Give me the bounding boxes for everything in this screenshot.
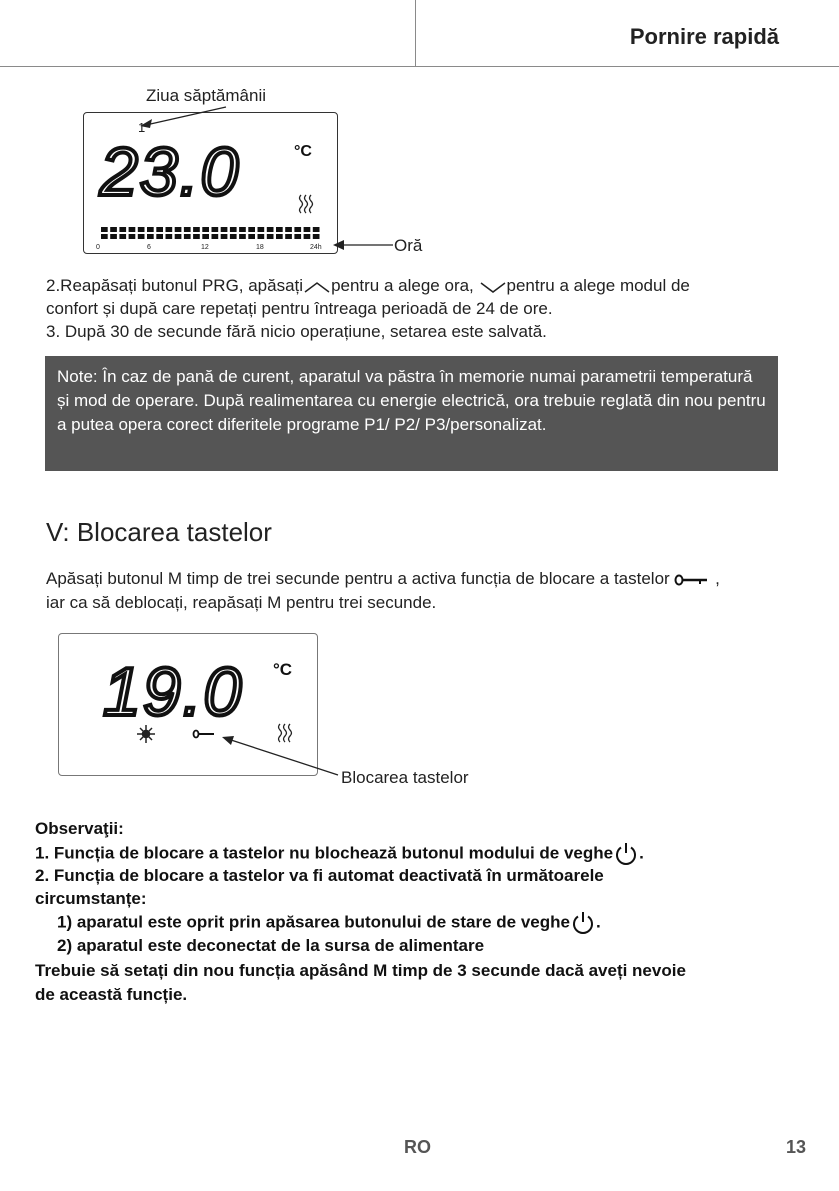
hour-segment: [156, 234, 163, 239]
note-box: Note: În caz de pană de curent, aparatul va păstra în memorie numai parametrii temperatură și mod de operare. După realimentarea cu energie electrică, ora trebuie reglată din nou pentru a putea opera corect diferitele programe P1/ P2/ P3/personalizat.: [45, 356, 778, 471]
observations-heading: Observaţii:: [35, 819, 124, 838]
hour-segment: [193, 234, 200, 239]
heat-wave-icon: [300, 195, 313, 213]
hour-segment: [230, 234, 237, 239]
key-lock-label: Blocarea tastelor: [341, 768, 469, 787]
hour-segment: [147, 227, 154, 232]
observation-final-line-1: Trebuie să setați din nou funcția apăsând M timp de 3 secunde dacă aveți nevoie: [35, 961, 686, 980]
hour-label: Oră: [394, 236, 423, 255]
observation-1-text: 1. Funcția de blocare a tastelor nu blochează butonul modului de veghe: [35, 843, 614, 863]
observation-sub-1-text: 1) aparatul este oprit prin apăsarea butonului de stare de veghe: [57, 912, 570, 932]
hour-segment: [248, 234, 255, 239]
hour-segment: [285, 234, 292, 239]
hour-segment: [267, 227, 274, 232]
hour-tick: 6: [147, 244, 151, 251]
page-title: Pornire rapidă: [629, 24, 779, 49]
step-2-text-b: pentru a alege ora,: [331, 276, 474, 295]
hour-segment: [101, 227, 108, 232]
day-of-week-label: Ziua săptămânii: [146, 86, 267, 105]
hour-segment: [313, 227, 320, 232]
hour-segment: [156, 227, 163, 232]
hour-segment: [267, 234, 274, 239]
observation-1-end: .: [639, 843, 644, 863]
observation-final-line-2: de această funcție.: [35, 985, 188, 1004]
hour-segment: [304, 234, 311, 239]
lcd-figure-1-overlay: [0, 0, 839, 270]
observation-2-line-1: 2. Funcția de blocare a tastelor va fi automat deactivată în următoarele: [35, 866, 604, 885]
step-2-line-2: confort și după care repetați pentru întreaga perioadă de 24 de ore.: [46, 299, 553, 318]
chevron-up-icon: [303, 280, 331, 294]
footer-language: RO: [404, 1137, 431, 1157]
heat-wave-icon: [279, 724, 292, 742]
power-icon: [570, 910, 596, 936]
hour-segment: [129, 227, 136, 232]
hour-segment: [202, 234, 209, 239]
day-digit: 1: [138, 120, 146, 135]
hour-segment: [258, 227, 265, 232]
key-lock-paragraph-line-2: iar ca să deblocați, reapăsați M pentru trei secunde.: [46, 593, 437, 612]
hour-segment: [294, 234, 301, 239]
hour-segment: [230, 227, 237, 232]
hour-segment: [138, 227, 145, 232]
hour-segment: [258, 234, 265, 239]
key-lock-text-a: Apăsați butonul M timp de trei secunde pentru a activa funcția de blocare a tastelor: [46, 569, 670, 588]
hour-segment: [129, 234, 136, 239]
unit-celsius-1: °C: [294, 143, 312, 160]
hour-tick: 18: [256, 244, 264, 251]
unit-celsius-2: °C: [273, 660, 293, 679]
observation-2-line-2: circumstanțe:: [35, 889, 147, 908]
hour-segment: [248, 227, 255, 232]
key-lock-paragraph-line-1: [46, 567, 720, 590]
step-2-text-a: 2.Reapăsați butonul PRG, apăsați: [46, 276, 304, 295]
key-icon: [674, 574, 710, 586]
key-icon: [194, 731, 215, 738]
hour-segment: [101, 234, 108, 239]
hour-segment: [221, 227, 228, 232]
hour-bar: [101, 227, 320, 239]
hour-segment: [239, 227, 246, 232]
temperature-display-1: 23.0: [100, 134, 241, 210]
hour-tick: 12: [201, 244, 209, 251]
hour-segment: [313, 234, 320, 239]
hour-segment: [276, 234, 283, 239]
hour-segment: [212, 234, 219, 239]
step-2-line-1: [46, 274, 690, 297]
hour-segment: [138, 234, 145, 239]
hour-segment: [276, 227, 283, 232]
observation-sub-2: 2) aparatul este deconectat de la sursa de alimentare: [57, 936, 485, 955]
power-icon: [613, 841, 639, 867]
hour-tick: 0: [96, 244, 100, 251]
hour-segment: [239, 234, 246, 239]
key-lock-text-b: ,: [715, 569, 720, 588]
observation-sub-1-end: .: [595, 912, 601, 932]
hour-segment: [119, 234, 126, 239]
hour-segment: [166, 234, 173, 239]
hour-segment: [285, 227, 292, 232]
hour-segment: [212, 227, 219, 232]
hour-segment: [175, 234, 182, 239]
step-2-text-c: pentru a alege modul de: [506, 276, 690, 295]
section-title: V: Blocarea tastelor: [46, 517, 272, 547]
hour-segment: [184, 227, 191, 232]
observation-sub-1: [57, 910, 601, 936]
hour-segment: [147, 234, 154, 239]
hour-segment: [193, 227, 200, 232]
hour-segment: [184, 234, 191, 239]
hour-segment: [119, 227, 126, 232]
hour-segment: [294, 227, 301, 232]
hour-segment: [110, 234, 117, 239]
hour-segment: [221, 234, 228, 239]
hour-segment: [166, 227, 173, 232]
hour-segment: [202, 227, 209, 232]
hour-tick: 24h: [310, 244, 322, 251]
page-number: 13: [786, 1137, 807, 1157]
hour-segment: [175, 227, 182, 232]
hour-segment: [304, 227, 311, 232]
temperature-display-2: 19.0: [103, 654, 244, 730]
chevron-down-icon: [479, 280, 507, 294]
step-3: 3. După 30 de secunde fără nicio operațiune, setarea este salvată.: [46, 322, 547, 341]
hour-segment: [110, 227, 117, 232]
